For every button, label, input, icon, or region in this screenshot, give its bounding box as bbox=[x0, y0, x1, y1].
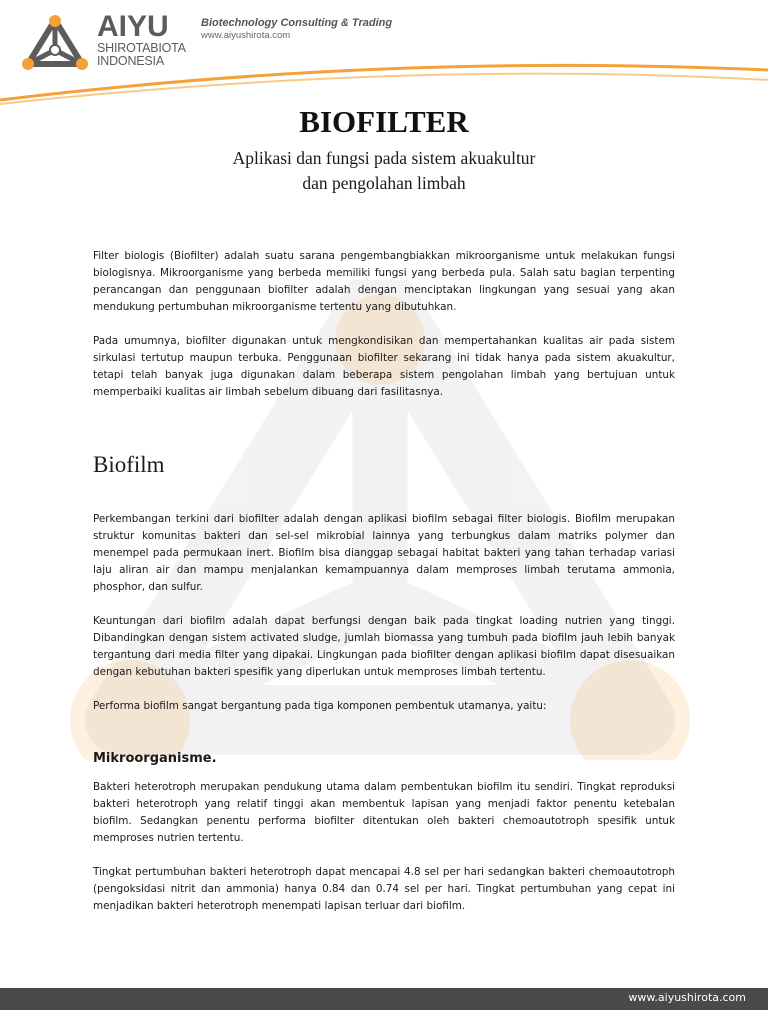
document-subtitle bbox=[0, 146, 768, 196]
paragraph-biofilm-advantages: Keuntungan dari biofilm adalah dapat berfungsi dengan baik pada tingkat loading nutrien yang tinggi. Dibandingkan dengan sistem activated sludge, jumlah biomassa yang tumbuh pada biofilm jauh lebih banyak tergantung dari media filter yang dipakai. Lingkungan pada biofilter dengan aplikasi biofilm dapat disesuaikan dengan kebutuhan bakteri spesifik yang diperlukan untuk memproses limbah tertentu. bbox=[93, 615, 675, 678]
heading-mikroorganisme: Mikroorganisme. bbox=[93, 751, 217, 766]
paragraph-intro: Filter biologis (Biofilter) adalah suatu sarana pengembangbiakkan mikroorganisme untuk melakukan fungsi biologisnya. Mikroorganisme yang berbeda memiliki fungsi yang berbeda pula. Salah satu bagian terpenting perancangan dan penggunaan biofilter adalah dengan menciptakan lingkungan yang sesuai yang akan mendukung pertumbuhan mikroorganisme tertentu yang dibutuhkan. bbox=[93, 250, 675, 313]
paragraph-growth-rate: Tingkat pertumbuhan bakteri heterotroph dapat mencapai 4.8 sel per hari sedangkan bakteri chemoautotroph (pengoksidasi nitrit dan ammonia) hanya 0.84 dan 0.74 sel per hari. Tingkat pertumbuhan yang cepat ini menjadikan bakteri heterotroph menempati lapisan terluar dari biofilm. bbox=[93, 866, 675, 912]
paragraph-components: Performa biofilm sangat bergantung pada tiga komponen pembentuk utamanya, yaitu: bbox=[93, 700, 547, 712]
paragraph-biofilm-development: Perkembangan terkini dari biofilter adalah dengan aplikasi biofilm sebagai filter biologis. Biofilm merupakan struktur komunitas bakteri dan sel-sel mikrobial lainnya yang terbungkus dalam matriks polymer dan menempel pada permukaan inert. Biofilm bisa dianggap sebagai habitat bakteri yang tahan terhadap variasi laju aliran air dan mampu menjalankan kemampuannya dalam memproses limbah terutama ammonia, phosphor, dan sulfur. bbox=[93, 513, 675, 593]
footer-url[interactable]: www.aiyushirota.com bbox=[628, 991, 746, 1004]
paragraph-usage: Pada umumnya, biofilter digunakan untuk mengkondisikan dan mempertahankan kualitas air pada sistem sirkulasi tertutup maupun terbuka. Penggunaan biofilter sekarang ini tidak hanya pada sistem akuakultur, tetapi telah banyak juga digunakan dalam beberapa sistem pengolahan limbah yang bertujuan untuk memperbaiki kualitas air limbah sebelum dibuang dari fasilitasnya. bbox=[93, 335, 675, 398]
paragraph-heterotroph: Bakteri heterotroph merupakan pendukung utama dalam pembentukan biofilm itu sendiri. Tingkat reproduksi bakteri heterotroph yang relatif tinggi akan membentuk lapisan yang menjadi faktor penentu ketebalan biofilm. Sedangkan penentu performa biofilter ditentukan oleh bakteri chemoautotroph spesifik untuk memproses nutrien tertentu. bbox=[93, 781, 675, 844]
brand-block bbox=[97, 12, 186, 68]
document-title: BIOFILTER bbox=[299, 104, 469, 139]
page-header bbox=[0, 0, 768, 110]
tagline-title: Biotechnology Consulting & Trading bbox=[201, 17, 393, 29]
company-logo-icon bbox=[20, 14, 90, 74]
subtitle-line-1: Aplikasi dan fungsi pada sistem akuakultur bbox=[232, 148, 536, 168]
brand-line-2: INDONESIA bbox=[97, 54, 164, 68]
subtitle-line-2: dan pengolahan limbah bbox=[302, 173, 466, 193]
page-footer bbox=[0, 988, 768, 1010]
brand-name: AIYU bbox=[97, 10, 169, 43]
heading-biofilm: Biofilm bbox=[93, 452, 165, 477]
header-tagline bbox=[201, 16, 392, 42]
brand-line-1: SHIROTABIOTA bbox=[97, 41, 186, 55]
tagline-url[interactable]: www.aiyushirota.com bbox=[201, 30, 291, 41]
